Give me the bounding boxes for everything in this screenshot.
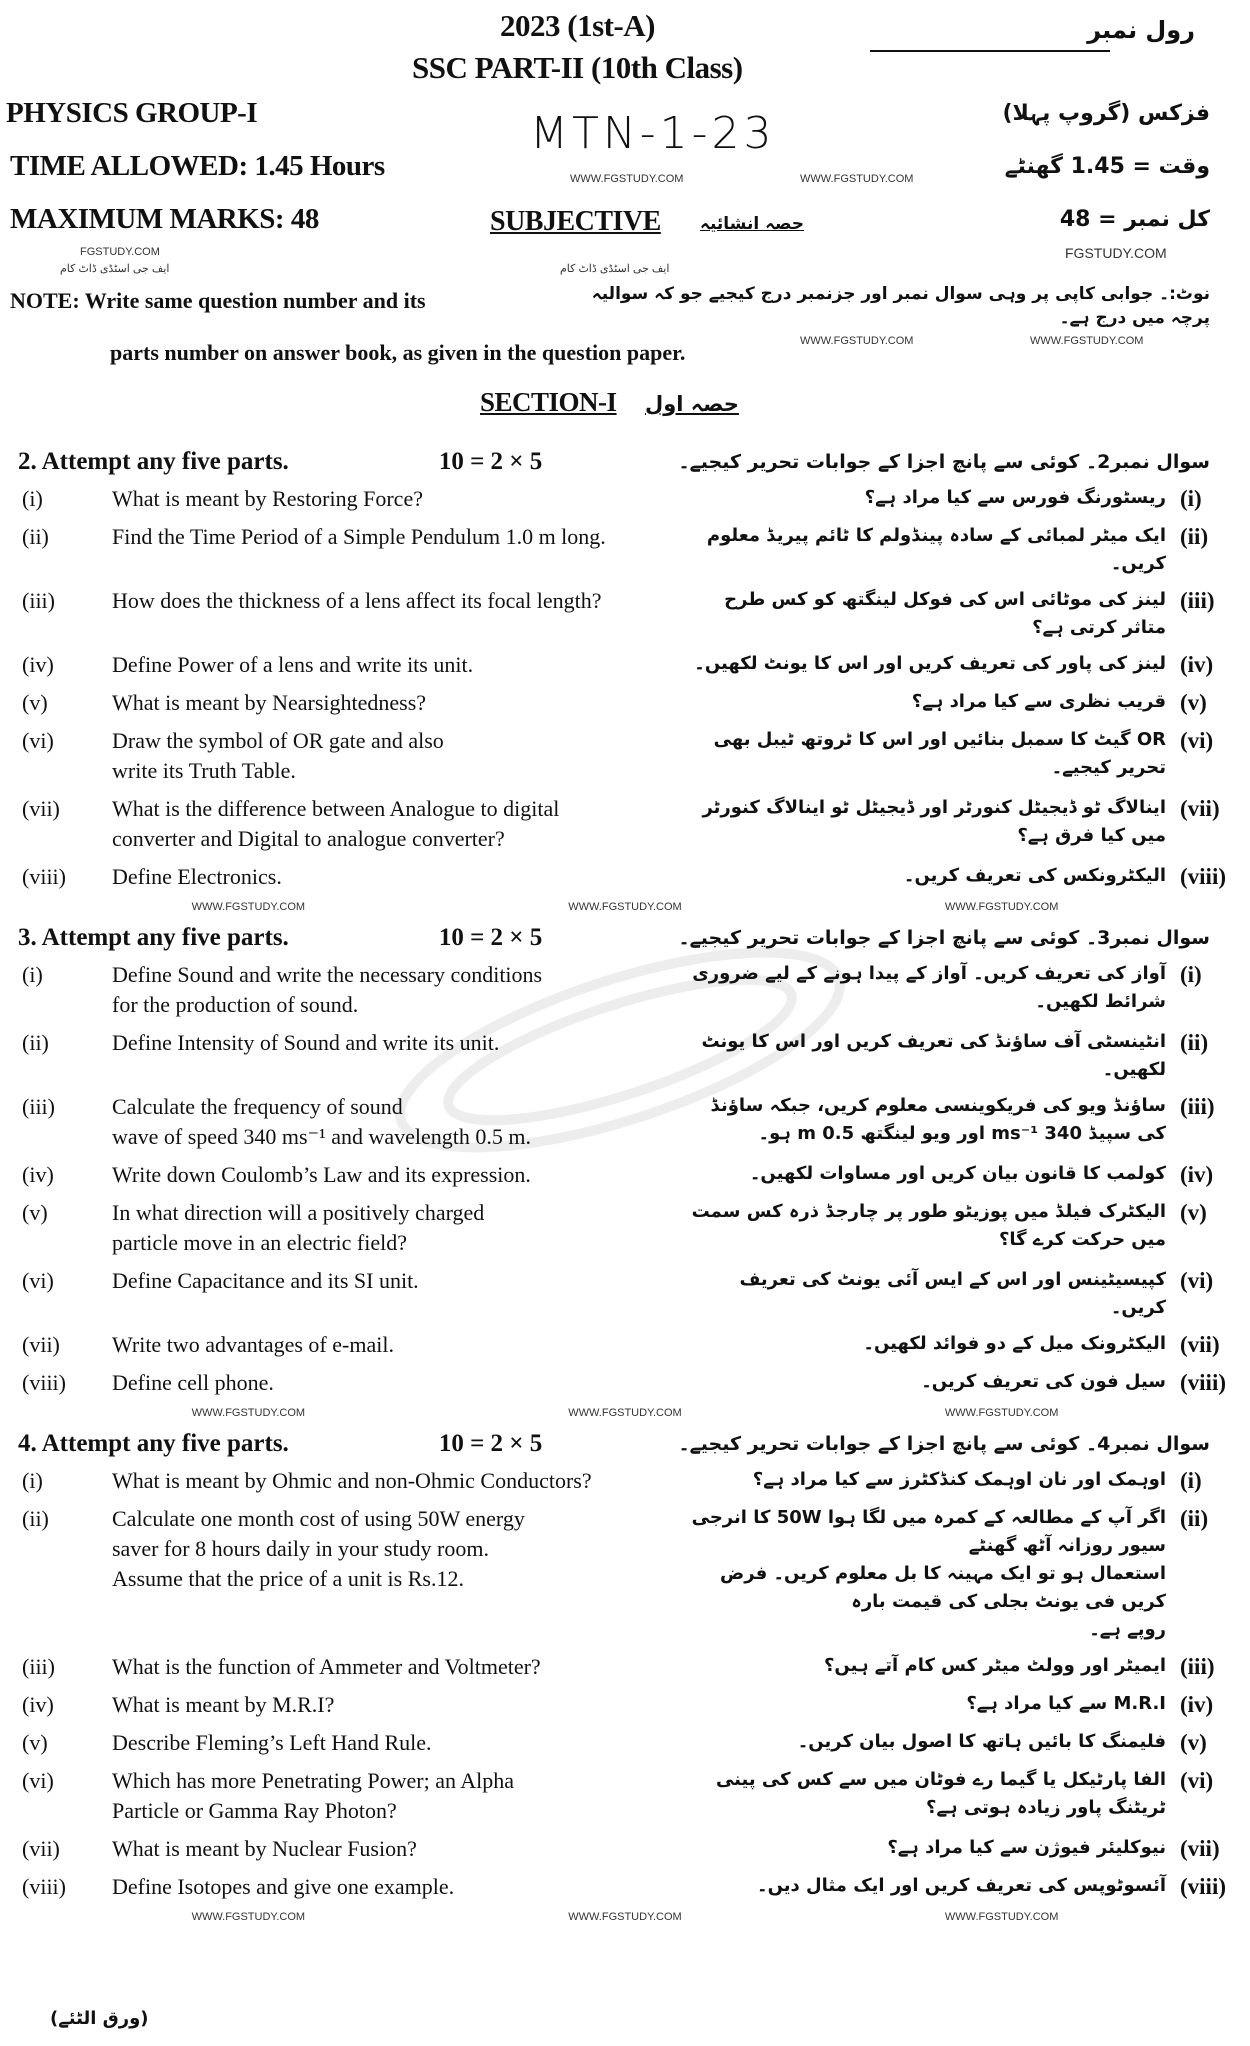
part-text-en-group xyxy=(112,1728,672,1758)
part-text-ur: اوہمک اور نان اوہمک کنڈکٹرز سے کیا مراد ہے؟ xyxy=(752,1469,1166,1490)
watermark: FGSTUDY.COM xyxy=(80,246,160,258)
question-part xyxy=(0,1504,1250,1644)
part-number: (ii) xyxy=(22,1030,49,1055)
watermark: WWW.FGSTUDY.COM xyxy=(944,901,1059,913)
part-number-ur: (i) xyxy=(1180,486,1202,511)
part-number-ur: (vii) xyxy=(1180,1836,1220,1861)
question-part xyxy=(0,1766,1250,1826)
part-text-ur-group xyxy=(686,586,1166,642)
question-part xyxy=(0,1092,1250,1152)
watermark-row xyxy=(0,1910,1250,1924)
part-text-ur-group xyxy=(686,1652,1166,1680)
part-text-en: Particle or Gamma Ray Photon? xyxy=(112,1798,397,1823)
part-text-ur: روپے ہے۔ xyxy=(1089,1619,1166,1640)
note-en-line1: NOTE: Write same question number and its xyxy=(10,288,426,313)
question-title: 3. Attempt any five parts. xyxy=(18,924,289,951)
time-allowed-en: TIME ALLOWED: 1.45 Hours xyxy=(10,150,385,182)
question-part xyxy=(0,726,1250,786)
watermark: WWW.FGSTUDY.COM xyxy=(944,1407,1059,1419)
question-title: 4. Attempt any five parts. xyxy=(18,1430,289,1457)
part-number-ur: (iii) xyxy=(1180,1094,1215,1119)
part-text-en-group xyxy=(112,794,672,854)
question-part xyxy=(0,1690,1250,1720)
question-block xyxy=(0,1428,1250,1902)
part-number-ur: (vi) xyxy=(1180,1268,1214,1293)
part-text-en-group xyxy=(112,650,672,680)
part-text-ur-group xyxy=(686,1766,1166,1822)
part-number-ur: (ii) xyxy=(1180,524,1209,549)
part-number-ur: (iii) xyxy=(1180,1654,1215,1679)
question-block xyxy=(0,446,1250,892)
part-text-en: Calculate the frequency of sound xyxy=(112,1094,403,1119)
watermark: FGSTUDY.COM xyxy=(1065,245,1167,261)
part-number-ur: (viii) xyxy=(1180,864,1226,889)
part-text-ur-group xyxy=(686,484,1166,512)
part-text-ur-group xyxy=(686,1728,1166,1756)
subjective-heading-ur: حصہ انشائیہ xyxy=(700,214,805,234)
part-text-ur: الیکٹرونکس کی تعریف کریں۔ xyxy=(903,865,1166,886)
watermark: WWW.FGSTUDY.COM xyxy=(568,1911,682,1923)
part-text-en: Define Power of a lens and write its unit. xyxy=(112,652,474,677)
watermark: WWW.FGSTUDY.COM xyxy=(800,173,914,185)
part-text-ur: M.R.I سے کیا مراد ہے؟ xyxy=(966,1693,1166,1714)
part-number-ur: (i) xyxy=(1180,962,1202,987)
part-text-en: Define Intensity of Sound and write its unit. xyxy=(112,1030,500,1055)
question-part xyxy=(0,794,1250,854)
part-text-ur-group xyxy=(686,1092,1166,1148)
question-part xyxy=(0,586,1250,642)
question-part xyxy=(0,1652,1250,1682)
part-text-ur-group xyxy=(686,1266,1166,1322)
part-text-ur: OR گیٹ کا سمبل بنائیں اور اس کا ٹروتھ ٹیبل بھی تحریر کیجیے۔ xyxy=(713,729,1166,778)
part-text-ur: اگر آپ کے مطالعہ کے کمرہ میں لگا ہوا 50W کا انرجی سیور روزانہ آٹھ گھنٹے xyxy=(691,1507,1166,1556)
part-number-ur: (vi) xyxy=(1180,1768,1214,1793)
roll-number-line xyxy=(870,50,1110,52)
part-text-en: wave of speed 340 ms⁻¹ and wavelength 0.5 m. xyxy=(112,1124,531,1149)
subject-en: PHYSICS GROUP-I xyxy=(6,97,258,129)
part-text-en: What is meant by Restoring Force? xyxy=(112,486,423,511)
part-text-ur: استعمال ہو تو ایک مہینہ کا بل معلوم کریں۔ فرض کریں فی یونٹ بجلی کی قیمت بارہ xyxy=(720,1563,1166,1612)
part-text-en-group xyxy=(112,1690,672,1720)
part-number: (vii) xyxy=(22,796,60,821)
part-text-en-group xyxy=(112,1266,672,1296)
part-text-ur: سیل فون کی تعریف کریں۔ xyxy=(921,1371,1166,1392)
question-part xyxy=(0,1198,1250,1258)
part-text-en: Define Sound and write the necessary conditions xyxy=(112,962,543,987)
part-text-en: particle move in an electric field? xyxy=(112,1230,408,1255)
part-text-en-group xyxy=(112,1504,672,1594)
part-text-en: for the production of sound. xyxy=(112,992,359,1017)
turn-over-note: (ورق الٹئے) xyxy=(50,2008,149,2029)
question-title-ur: سوال نمبر3۔ کوئی سے پانچ اجزا کے جوابات تحریر کیجیے۔ xyxy=(678,927,1210,949)
part-text-en-group xyxy=(112,1652,672,1682)
part-text-ur-group xyxy=(686,1160,1166,1188)
roll-number-label: رول نمبر xyxy=(1087,16,1195,44)
part-number: (viii) xyxy=(22,864,66,889)
question-part xyxy=(0,1728,1250,1758)
part-number: (vi) xyxy=(22,728,54,753)
part-text-ur-group xyxy=(686,960,1166,1016)
part-text-en-group xyxy=(112,1766,672,1826)
section-heading: SECTION-I xyxy=(480,387,617,417)
part-text-ur-group xyxy=(686,1330,1166,1358)
part-text-ur: نیوکلیئر فیوژن سے کیا مراد ہے؟ xyxy=(887,1837,1166,1858)
part-text-ur: ساؤنڈ ویو کی فریکوینسی معلوم کریں، جبکہ ساؤنڈ کی سپیڈ 340 ms⁻¹ اور ویو لینگتھ 0.5 m ہو۔ xyxy=(710,1095,1166,1144)
part-text-ur: قریب نظری سے کیا مراد ہے؟ xyxy=(911,691,1166,712)
part-text-en-group xyxy=(112,1092,672,1152)
part-number-ur: (vii) xyxy=(1180,796,1220,821)
question-part xyxy=(0,522,1250,578)
part-number-ur: (vi) xyxy=(1180,728,1214,753)
question-part xyxy=(0,1330,1250,1360)
part-text-ur-group xyxy=(686,1198,1166,1254)
question-part xyxy=(0,688,1250,718)
part-text-ur-group xyxy=(686,522,1166,578)
part-text-en: write its Truth Table. xyxy=(112,758,296,783)
part-text-en: What is the function of Ammeter and Voltmeter? xyxy=(112,1654,541,1679)
part-text-en: What is meant by Nearsightedness? xyxy=(112,690,427,715)
part-number: (vii) xyxy=(22,1836,60,1861)
note-en-line2: parts number on answer book, as given in the question paper. xyxy=(110,340,686,365)
part-text-en: Which has more Penetrating Power; an Alpha xyxy=(112,1768,515,1793)
part-number-ur: (iv) xyxy=(1180,1162,1214,1187)
watermark: WWW.FGSTUDY.COM xyxy=(191,901,306,913)
part-number-ur: (iv) xyxy=(1180,1692,1214,1717)
part-text-en: Write down Coulomb’s Law and its expression. xyxy=(112,1162,531,1187)
part-text-en-group xyxy=(112,1368,672,1398)
part-text-en-group xyxy=(112,1872,672,1902)
question-header xyxy=(0,922,1250,954)
question-marks: 10 = 2 × 5 xyxy=(438,1430,543,1457)
part-text-en-group xyxy=(112,960,672,1020)
watermark-ur: ایف جی اسٹڈی ڈاٹ کام xyxy=(560,263,670,275)
part-number-ur: (v) xyxy=(1180,1730,1207,1755)
watermark: WWW.FGSTUDY.COM xyxy=(944,1911,1059,1923)
part-text-en-group xyxy=(112,688,672,718)
part-text-ur-group xyxy=(686,688,1166,716)
part-number: (iii) xyxy=(22,1654,55,1679)
part-text-en: Assume that the price of a unit is Rs.12. xyxy=(112,1566,464,1591)
part-text-ur: الفا پارٹیکل یا گیما رے فوٹان میں سے کس کی پینی ٹریٹنگ پاور زیادہ ہوتی ہے؟ xyxy=(715,1769,1166,1818)
part-number: (v) xyxy=(22,1200,48,1225)
part-number: (vii) xyxy=(22,1332,60,1357)
part-number-ur: (vii) xyxy=(1180,1332,1220,1357)
question-part xyxy=(0,862,1250,892)
part-number: (vi) xyxy=(22,1268,54,1293)
part-text-ur-group xyxy=(686,726,1166,782)
watermark: WWW.FGSTUDY.COM xyxy=(800,335,914,347)
watermark: WWW.FGSTUDY.COM xyxy=(568,901,682,913)
part-number-ur: (i) xyxy=(1180,1468,1202,1493)
part-number: (iv) xyxy=(22,1162,54,1187)
question-title-ur: سوال نمبر2۔ کوئی سے پانچ اجزا کے جوابات تحریر کیجیے۔ xyxy=(678,451,1210,473)
note-ur: نوٹ:۔ جوابی کاپی پر وہی سوال نمبر اور جزنمبر درج کیجیے جو کہ سوالیہ پرچہ میں درج ہے۔ xyxy=(591,284,1210,328)
maximum-marks-ur: کل نمبر = 48 xyxy=(1059,207,1210,232)
exam-year: 2023 (1st-A) xyxy=(500,8,655,43)
part-text-en: In what direction will a positively charged xyxy=(112,1200,485,1225)
part-text-ur: لینز کی پاور کی تعریف کریں اور اس کا یونٹ لکھیں۔ xyxy=(694,653,1166,674)
part-number: (iii) xyxy=(22,1094,55,1119)
part-text-ur: ریسٹورنگ فورس سے کیا مراد ہے؟ xyxy=(864,487,1166,508)
part-text-en: What is the difference between Analogue to digital xyxy=(112,796,560,821)
watermark-ur: ایف جی اسٹڈی ڈاٹ کام xyxy=(60,263,170,275)
part-text-en-group xyxy=(112,522,672,552)
part-text-ur: الیکٹرک فیلڈ میں پوزیٹو طور پر چارجڈ ذرہ کس سمت میں حرکت کرے گا؟ xyxy=(691,1201,1166,1250)
part-number: (ii) xyxy=(22,524,49,549)
question-part xyxy=(0,1872,1250,1902)
part-text-en-group xyxy=(112,484,672,514)
part-text-ur-group xyxy=(686,1028,1166,1084)
question-marks: 10 = 2 × 5 xyxy=(438,924,543,951)
section-heading-ur: حصہ اول xyxy=(645,392,739,416)
part-text-ur-group xyxy=(686,1466,1166,1494)
part-number: (iv) xyxy=(22,1692,54,1717)
part-number: (i) xyxy=(22,1468,43,1493)
watermark: WWW.FGSTUDY.COM xyxy=(191,1911,306,1923)
part-number-ur: (iv) xyxy=(1180,652,1214,677)
part-number-ur: (v) xyxy=(1180,1200,1207,1225)
watermark: WWW.FGSTUDY.COM xyxy=(191,1407,306,1419)
part-number-ur: (v) xyxy=(1180,690,1207,715)
part-number-ur: (viii) xyxy=(1180,1370,1226,1395)
part-text-ur-group xyxy=(686,650,1166,678)
part-text-en: What is meant by Nuclear Fusion? xyxy=(112,1836,417,1861)
part-number: (vi) xyxy=(22,1768,54,1793)
part-text-ur-group xyxy=(686,1368,1166,1396)
part-text-ur-group xyxy=(686,1834,1166,1862)
part-text-en: Define cell phone. xyxy=(112,1370,274,1395)
part-text-en: Define Capacitance and its SI unit. xyxy=(112,1268,419,1293)
question-title-ur: سوال نمبر4۔ کوئی سے پانچ اجزا کے جوابات تحریر کیجیے۔ xyxy=(678,1433,1210,1455)
part-text-en: converter and Digital to analogue converter? xyxy=(112,826,505,851)
part-text-ur: لینز کی موٹائی اس کی فوکل لینگتھ کو کس طرح متاثر کرتی ہے؟ xyxy=(724,589,1166,638)
part-text-ur: ایک میٹر لمبائی کے سادہ پینڈولم کا ٹائم پیریڈ معلوم کریں۔ xyxy=(706,525,1166,574)
part-number: (v) xyxy=(22,690,48,715)
question-part xyxy=(0,650,1250,680)
question-part xyxy=(0,484,1250,514)
part-text-ur: آواز کی تعریف کریں۔ آواز کے پیدا ہونے کے لیے ضروری شرائط لکھیں۔ xyxy=(692,963,1166,1012)
part-text-ur-group xyxy=(686,1872,1166,1900)
part-text-en-group xyxy=(112,1198,672,1258)
part-text-ur: کپیسیٹینس اور اس کے ایس آئی یونٹ کی تعریف کریں۔ xyxy=(739,1269,1166,1318)
part-number: (i) xyxy=(22,486,43,511)
maximum-marks-en: MAXIMUM MARKS: 48 xyxy=(10,203,319,235)
question-header xyxy=(0,1428,1250,1460)
part-text-en-group xyxy=(112,1028,672,1058)
part-number: (ii) xyxy=(22,1506,49,1531)
part-text-ur: کولمب کا قانون بیان کریں اور مساوات لکھیں۔ xyxy=(749,1163,1166,1184)
part-number: (iii) xyxy=(22,588,55,613)
watermark: WWW.FGSTUDY.COM xyxy=(1030,335,1144,347)
part-number-ur: (iii) xyxy=(1180,588,1215,613)
part-text-ur-group xyxy=(686,1504,1166,1644)
question-title: 2. Attempt any five parts. xyxy=(18,448,289,475)
part-text-en: Define Electronics. xyxy=(112,864,282,889)
part-text-en-group xyxy=(112,1466,672,1496)
part-text-en: Describe Fleming’s Left Hand Rule. xyxy=(112,1730,432,1755)
part-number: (iv) xyxy=(22,652,54,677)
part-text-en-group xyxy=(112,726,672,786)
part-number: (i) xyxy=(22,962,43,987)
part-text-en: What is meant by Ohmic and non-Ohmic Conductors? xyxy=(112,1468,592,1493)
part-number: (viii) xyxy=(22,1874,66,1899)
part-text-en: What is meant by M.R.I? xyxy=(112,1692,335,1717)
part-text-en-group xyxy=(112,862,672,892)
part-number-ur: (ii) xyxy=(1180,1506,1209,1531)
part-text-ur: آئسوٹوپس کی تعریف کریں اور ایک مثال دیں۔ xyxy=(757,1875,1166,1896)
part-number-ur: (ii) xyxy=(1180,1030,1209,1055)
part-number-ur: (viii) xyxy=(1180,1874,1226,1899)
part-number: (v) xyxy=(22,1730,48,1755)
part-text-en-group xyxy=(112,1834,672,1864)
part-number: (viii) xyxy=(22,1370,66,1395)
part-text-ur: فلیمنگ کا بائیں ہاتھ کا اصول بیان کریں۔ xyxy=(797,1731,1166,1752)
part-text-en: Draw the symbol of OR gate and also xyxy=(112,728,444,753)
time-allowed-ur: وقت = 1.45 گھنٹے xyxy=(1004,154,1210,179)
watermark-row xyxy=(0,1406,1250,1420)
part-text-ur: ایمیٹر اور وولٹ میٹر کس کام آتے ہیں؟ xyxy=(823,1655,1166,1676)
question-part xyxy=(0,1266,1250,1322)
watermark: WWW.FGSTUDY.COM xyxy=(570,173,684,185)
question-marks: 10 = 2 × 5 xyxy=(438,448,543,475)
paper-code-handwritten: MTN-1-23 xyxy=(530,108,776,159)
part-text-en: Find the Time Period of a Simple Pendulum 1.0 m long. xyxy=(112,524,606,549)
question-block xyxy=(0,922,1250,1398)
question-part xyxy=(0,1028,1250,1084)
subject-ur: فزکس (گروپ پہلا) xyxy=(1002,101,1210,126)
question-header xyxy=(0,446,1250,478)
part-text-en: saver for 8 hours daily in your study room. xyxy=(112,1536,489,1561)
part-text-ur-group xyxy=(686,1690,1166,1718)
part-text-ur: اینالاگ ٹو ڈیجیٹل کنورٹر اور ڈیجیٹل ٹو اینالاگ کنورٹر میں کیا فرق ہے؟ xyxy=(702,797,1166,846)
part-text-ur-group xyxy=(686,794,1166,850)
question-part xyxy=(0,1834,1250,1864)
part-text-en: Define Isotopes and give one example. xyxy=(112,1874,455,1899)
part-text-en: How does the thickness of a lens affect its focal length? xyxy=(112,588,602,613)
question-part xyxy=(0,1368,1250,1398)
part-text-ur-group xyxy=(686,862,1166,890)
part-text-en: Calculate one month cost of using 50W energy xyxy=(112,1506,525,1531)
question-part xyxy=(0,1466,1250,1496)
part-text-en-group xyxy=(112,1160,672,1190)
subjective-heading: SUBJECTIVE xyxy=(490,206,661,237)
question-part xyxy=(0,960,1250,1020)
part-text-ur: الیکٹرونک میل کے دو فوائد لکھیں۔ xyxy=(863,1333,1166,1354)
exam-class: SSC PART-II (10th Class) xyxy=(412,50,743,85)
part-text-ur: انٹینسٹی آف ساؤنڈ کی تعریف کریں اور اس کا یونٹ لکھیں۔ xyxy=(701,1031,1166,1080)
watermark: WWW.FGSTUDY.COM xyxy=(568,1407,682,1419)
part-text-en-group xyxy=(112,1330,672,1360)
questions-container xyxy=(0,440,1250,1932)
watermark-row xyxy=(0,900,1250,914)
question-part xyxy=(0,1160,1250,1190)
part-text-en-group xyxy=(112,586,672,616)
part-text-en: Write two advantages of e-mail. xyxy=(112,1332,394,1357)
